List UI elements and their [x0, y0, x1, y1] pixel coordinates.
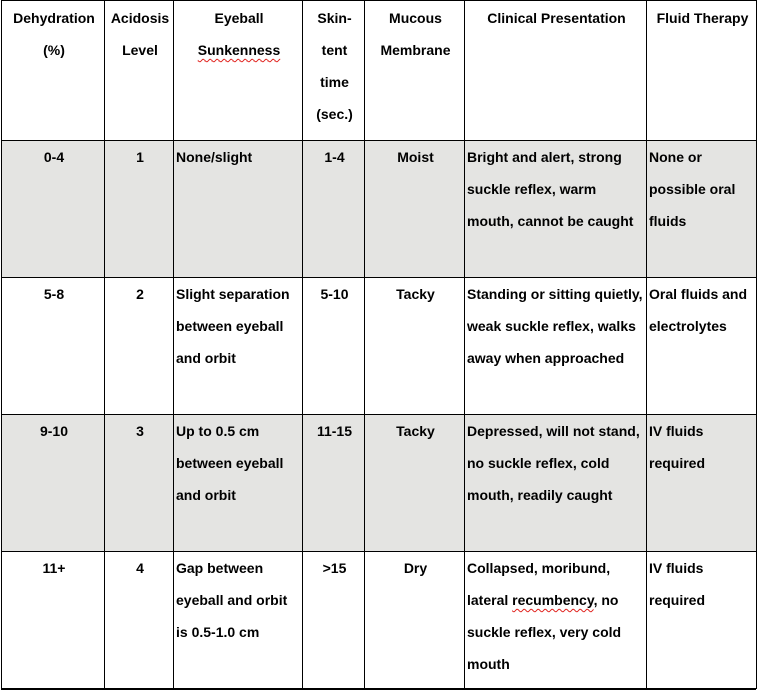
header-acidosis-line2: Level [122, 42, 158, 58]
cell-mucous: Dry [365, 552, 465, 689]
header-skin-tent [303, 1, 365, 141]
table-row [2, 415, 757, 552]
cell-clinical-part1: Collapsed, moribund, lateral [467, 560, 611, 608]
cell-fluid: None or possible oral fluids [647, 141, 757, 278]
cell-clinical [465, 552, 647, 689]
cell-skin-tent: 1-4 [303, 141, 365, 278]
cell-acidosis: 1 [105, 141, 174, 278]
header-acidosis [105, 1, 174, 141]
header-mucous-line2: Membrane [380, 42, 451, 58]
header-eyeball-line1: Eyeball [214, 10, 264, 26]
table-row [2, 141, 757, 278]
cell-mucous: Tacky [365, 415, 465, 552]
cell-eyeball: Up to 0.5 cm between eyeball and orbit [174, 415, 303, 552]
header-skin-tent-line1: Skin- [317, 10, 352, 26]
dehydration-table [1, 0, 757, 689]
header-mucous [365, 1, 465, 141]
header-skin-tent-line3: time [320, 74, 349, 90]
header-row [2, 1, 757, 141]
cell-fluid: IV fluids required [647, 552, 757, 689]
cell-acidosis: 2 [105, 278, 174, 415]
cell-eyeball: Gap between eyeball and orbit is 0.5-1.0 cm [174, 552, 303, 689]
cell-dehydration: 11+ [2, 552, 105, 689]
cell-dehydration: 9-10 [2, 415, 105, 552]
cell-clinical: Depressed, will not stand, no suckle reflex, cold mouth, readily caught [465, 415, 647, 552]
cell-mucous: Moist [365, 141, 465, 278]
cell-clinical: Bright and alert, strong suckle reflex, warm mouth, cannot be caught [465, 141, 647, 278]
cell-skin-tent: 5-10 [303, 278, 365, 415]
cell-mucous: Tacky [365, 278, 465, 415]
header-acidosis-line1: Acidosis [110, 10, 170, 26]
cell-dehydration: 0-4 [2, 141, 105, 278]
header-dehydration [2, 1, 105, 141]
header-clinical [465, 1, 647, 141]
header-eyeball [174, 1, 303, 141]
cell-acidosis: 4 [105, 552, 174, 689]
table-row [2, 552, 757, 689]
header-dehydration-line1: Dehydration [13, 10, 95, 26]
cell-eyeball: Slight separation between eyeball and orbit [174, 278, 303, 415]
cell-eyeball: None/slight [174, 141, 303, 278]
header-clinical-line1: Clinical Presentation [487, 10, 626, 26]
header-skin-tent-line2: tent [321, 42, 348, 58]
cell-clinical-part3: , no suckle reflex, very cold mouth [467, 592, 622, 672]
header-fluid-line1: Fluid Therapy [656, 10, 749, 26]
header-mucous-line1: Mucous [389, 10, 442, 26]
table-bottom-border [1, 689, 756, 690]
cell-clinical: Standing or sitting quietly, weak suckle reflex, walks away when approached [465, 278, 647, 415]
cell-clinical-misspelled-word: recumbency [512, 592, 594, 608]
cell-fluid: Oral fluids and electrolytes [647, 278, 757, 415]
table-row [2, 278, 757, 415]
header-eyeball-line2: Sunkenness [197, 42, 281, 58]
cell-acidosis: 3 [105, 415, 174, 552]
cell-fluid: IV fluids required [647, 415, 757, 552]
header-skin-tent-line4: (sec.) [316, 106, 353, 122]
cell-dehydration: 5-8 [2, 278, 105, 415]
header-dehydration-line2: (%) [43, 42, 65, 58]
cell-skin-tent: 11-15 [303, 415, 365, 552]
header-fluid [647, 1, 757, 141]
cell-skin-tent: >15 [303, 552, 365, 689]
